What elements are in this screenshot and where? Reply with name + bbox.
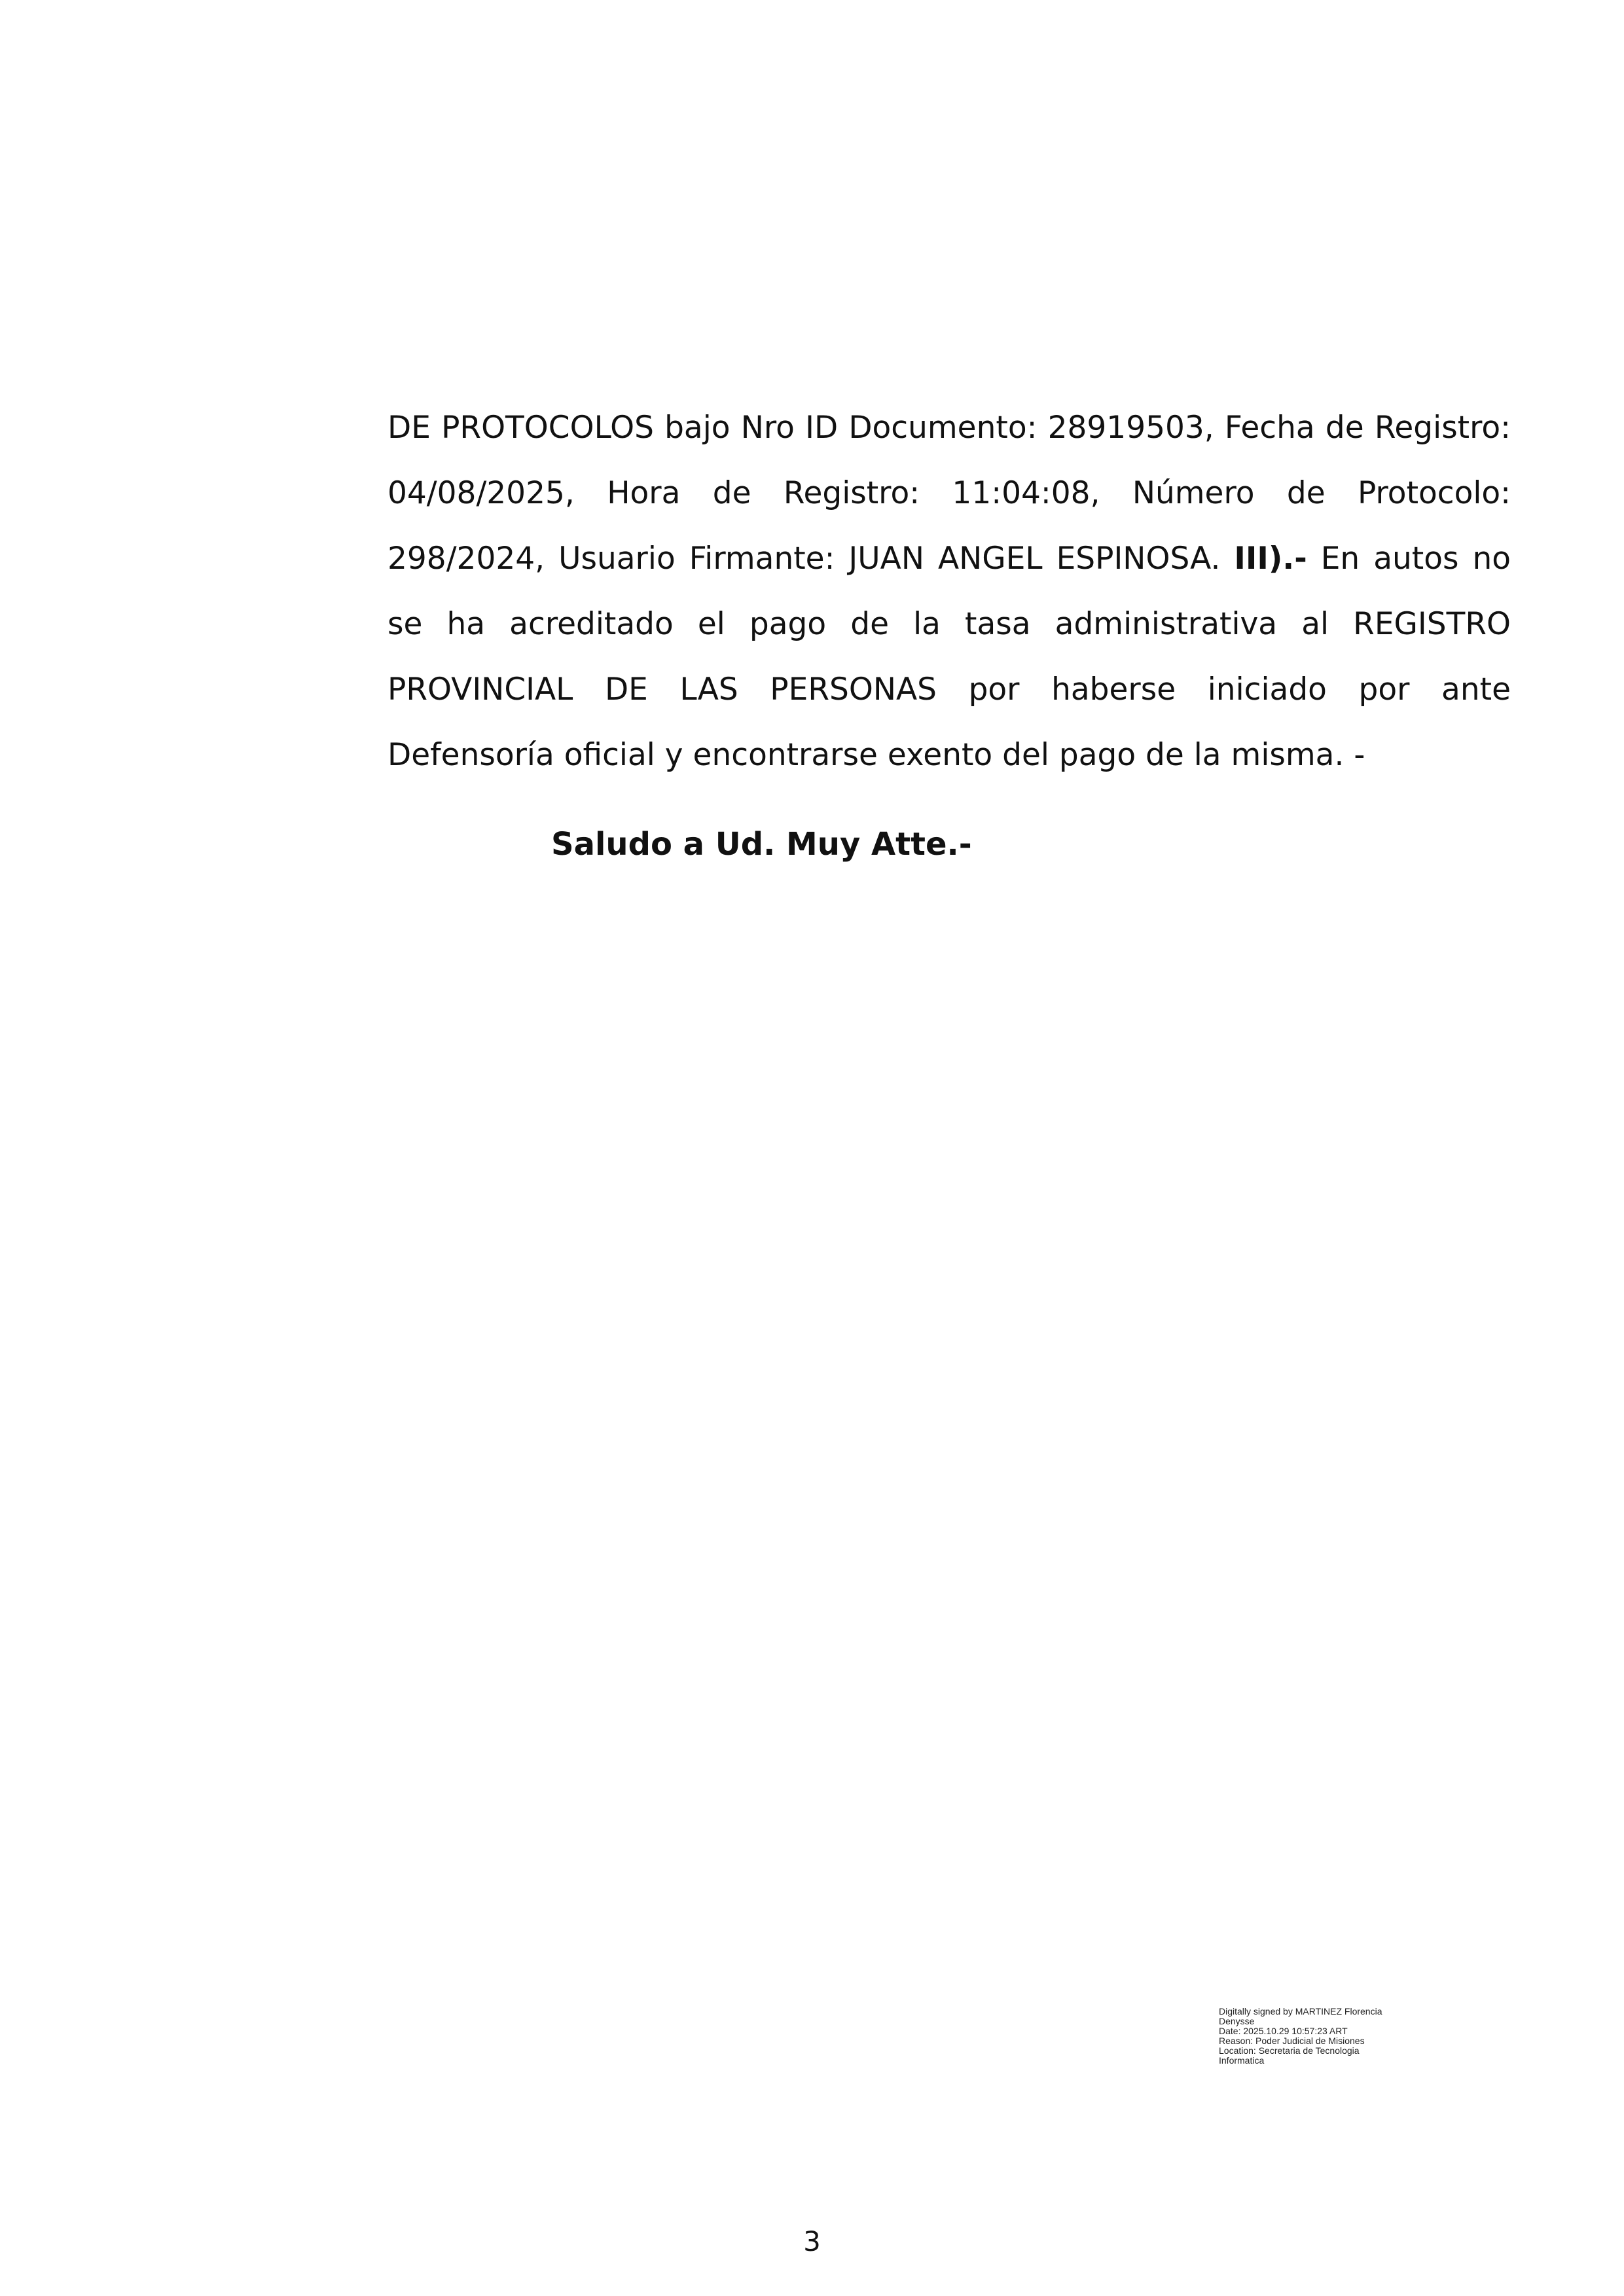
signature-line-date: Date: 2025.10.29 10:57:23 ART bbox=[1219, 2026, 1348, 2036]
paragraph-segment-1: DE PROTOCOLOS bajo Nro ID Documento: 28919503, Fecha de Registro: 04/08/2025, Hora de Registro: 11:04:08, Número de Protocolo: 298/2024, Usuario Firmante: JUAN ANGEL ESPINOSA. bbox=[388, 410, 1511, 577]
closing-salutation: Saludo a Ud. Muy Atte.- bbox=[551, 826, 972, 863]
paragraph-section-marker: III).- bbox=[1234, 541, 1307, 577]
signature-line-location: Location: Secretaria de Tecnologia bbox=[1219, 2045, 1360, 2056]
signature-line-location-cont: Informatica bbox=[1219, 2055, 1265, 2066]
paragraph-segment-3: En autos no se ha acreditado el pago de la tasa administrativa al REGISTRO PROVINCIAL DE LAS PERSONAS por haberse iniciado por ante Defensoría oficial y encontrarse exento del pago de la misma. - bbox=[388, 541, 1511, 773]
signature-line-reason: Reason: Poder Judicial de Misiones bbox=[1219, 2036, 1365, 2046]
signature-line-name: Denysse bbox=[1219, 2016, 1255, 2026]
digital-signature-stamp bbox=[1219, 2007, 1435, 2066]
page-number: 3 bbox=[803, 2225, 821, 2257]
signature-line-signed-by: Digitally signed by MARTINEZ Florencia bbox=[1219, 2006, 1382, 2017]
body-paragraph bbox=[388, 395, 1511, 788]
